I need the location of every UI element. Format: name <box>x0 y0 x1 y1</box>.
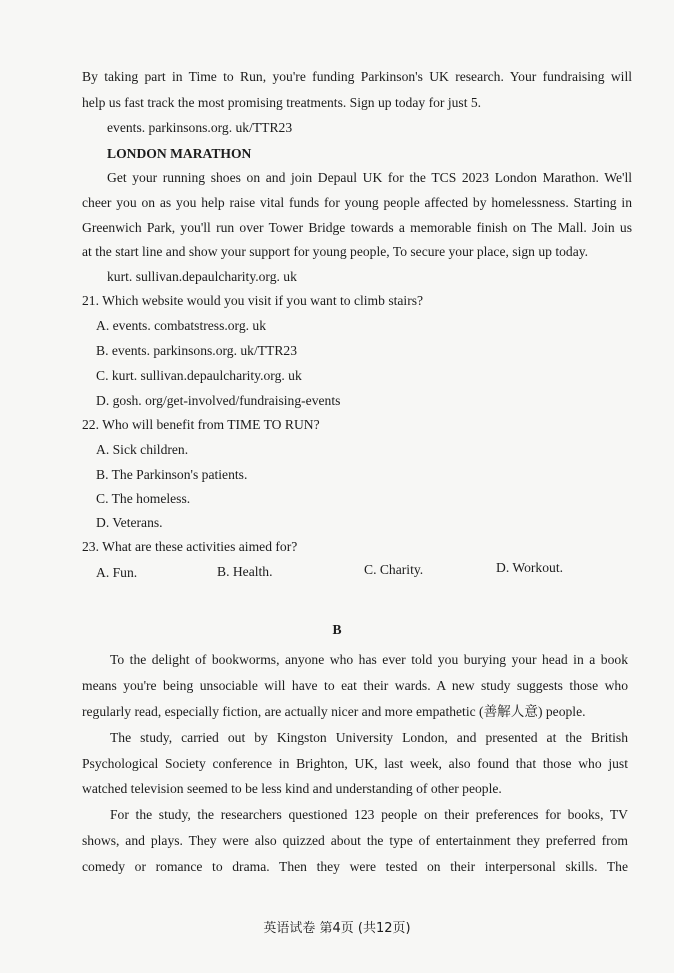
question-stem: 22. Who will benefit from TIME TO RUN? <box>82 417 320 432</box>
answer-option: C. The homeless. <box>96 491 191 506</box>
answer-option: B. Health. <box>217 564 273 579</box>
answer-option: A. Sick children. <box>96 442 189 457</box>
answer-option: D. gosh. org/get-involved/fundraising-events <box>96 393 341 408</box>
url-text: events. parkinsons.org. uk/TTR23 <box>107 120 293 135</box>
passage-line: By taking part in Time to Run, you're funding Parkinson's UK research. Your fundraising will <box>82 69 632 84</box>
passage-line: regularly read, especially fiction, are actually nicer and more empathetic (善解人意) people. <box>82 704 586 719</box>
question-stem: 23. What are these activities aimed for? <box>82 539 298 554</box>
passage-line: To the delight of bookworms, anyone who has ever told you burying your head in a book <box>110 652 628 667</box>
answer-option: C. Charity. <box>364 562 424 577</box>
passage-line: comedy or romance to drama. Then they were tested on their interpersonal skills. The <box>82 859 628 874</box>
passage-line: at the start line and show your support for young people, To secure your place, sign up today. <box>82 244 589 259</box>
answer-option: A. Fun. <box>96 565 138 580</box>
passage-line: shows, and plays. They were also quizzed about the type of entertainment they preferred from <box>82 833 628 848</box>
passage-line: help us fast track the most promising treatments. Sign up today for just 5. <box>82 95 482 110</box>
page-footer: 英语试卷 第4页 (共12页) <box>263 921 411 936</box>
passage-line: For the study, the researchers questioned 123 people on their preferences for books, TV <box>110 807 628 822</box>
passage-line: The study, carried out by Kingston University London, and presented at the British <box>110 730 628 745</box>
answer-option: B. The Parkinson's patients. <box>96 467 248 482</box>
url-text: kurt. sullivan.depaulcharity.org. uk <box>107 269 297 284</box>
passage-line: cheer you on as you help raise vital funds for young people affected by homelessness. Starting in <box>82 195 632 210</box>
passage-line: means you're being unsociable will have to eat their wards. A new study suggests those who <box>82 678 628 693</box>
passage-line: Psychological Society conference in Brighton, UK, last week, also found that those who just <box>82 756 628 771</box>
answer-option: B. events. parkinsons.org. uk/TTR23 <box>96 343 297 358</box>
passage-line: watched television seemed to be less kind and understanding of other people. <box>82 781 502 796</box>
question-stem: 21. Which website would you visit if you want to climb stairs? <box>82 293 424 308</box>
answer-option: D. Veterans. <box>96 515 163 530</box>
passage-line: Greenwich Park, you'll run over Tower Bridge towards a memorable finish on The Mall. Join us <box>82 220 632 235</box>
passage-line: Get your running shoes on and join Depaul UK for the TCS 2023 London Marathon. We'll <box>107 170 632 185</box>
section-heading: LONDON MARATHON <box>107 146 252 161</box>
answer-option: A. events. combatstress.org. uk <box>96 318 267 333</box>
answer-option: D. Workout. <box>496 560 563 575</box>
answer-option: C. kurt. sullivan.depaulcharity.org. uk <box>96 368 302 383</box>
section-title: B <box>332 622 342 637</box>
